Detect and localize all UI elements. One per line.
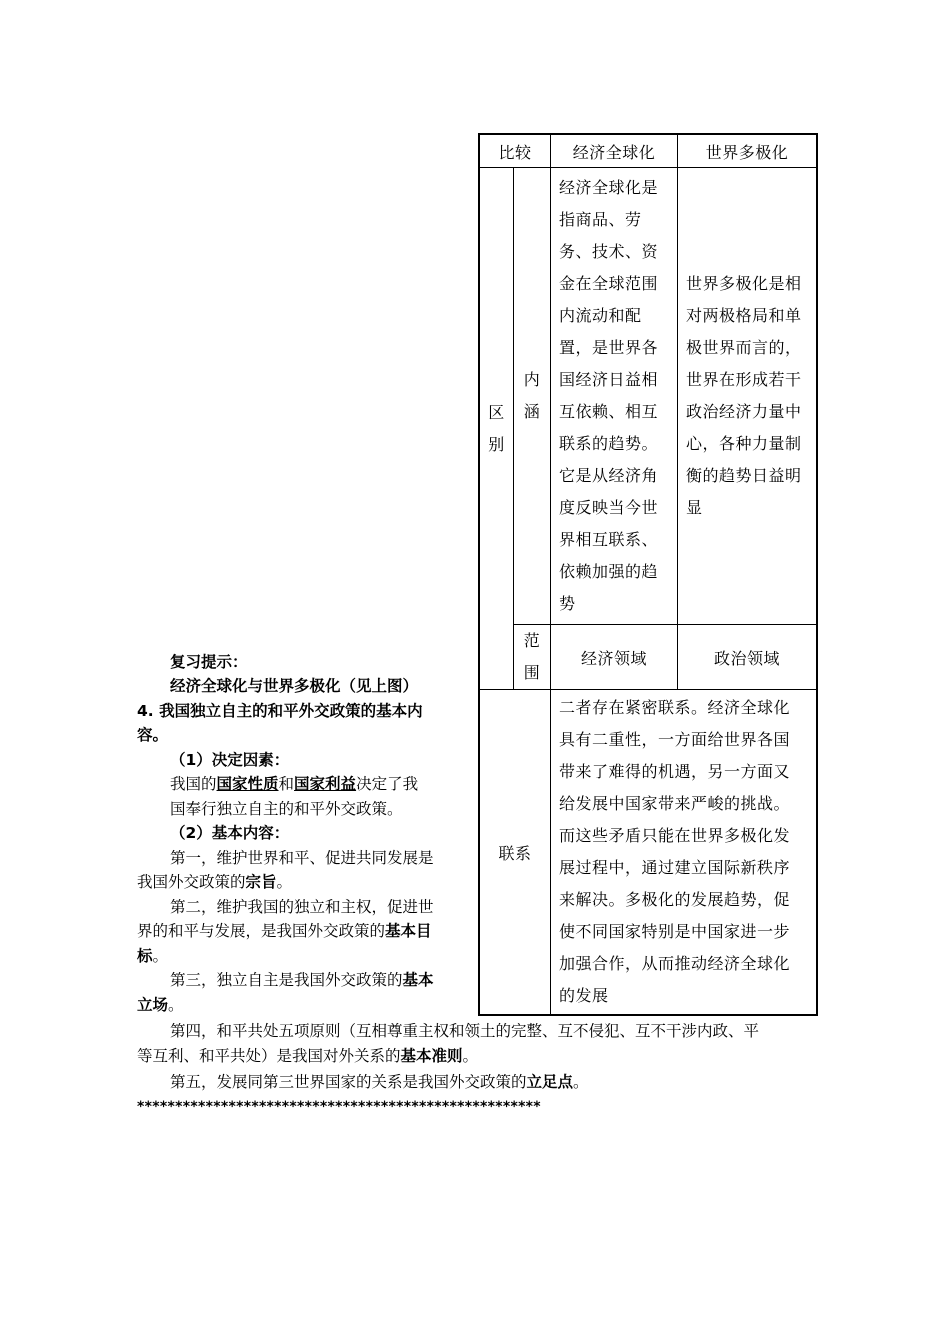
factor-text-a: 我国的: [170, 775, 217, 793]
econ-connotation-line: 依赖加强的趋: [559, 562, 659, 581]
point3-line1: [170, 968, 434, 993]
cell-econ-scope: 经济领域: [551, 625, 678, 690]
factor-text-e: 决定了我: [356, 775, 419, 793]
point2-key-goal-end: 标: [137, 947, 153, 965]
relation-line: 展过程中，通过建立国际新秩序: [559, 858, 791, 877]
table-row-scope: [479, 625, 817, 690]
cell-multi-connotation: [678, 168, 818, 625]
factor-line1: [170, 772, 418, 797]
econ-connotation-line: 互依赖、相互: [559, 402, 659, 421]
label-difference-char-1: 区: [488, 402, 505, 422]
multi-connotation-line: 显: [686, 498, 703, 517]
point5-text: 第五，发展同第三世界国家的关系是我国外交政策的: [170, 1073, 527, 1091]
point1-key-purpose: 宗旨: [245, 873, 277, 891]
multi-connotation-line: 政治经济力量中: [686, 402, 802, 421]
point3-text: 第三，独立自主是我国外交政策的: [170, 971, 403, 989]
label-difference-char-2: 别: [488, 434, 505, 454]
point3-line2: [137, 993, 184, 1018]
point4-line1: 第四，和平共处五项原则（互相尊重主权和领土的完整、互不侵犯、互不干涉内政、平: [170, 1022, 760, 1040]
multi-connotation-line: 对两极格局和单: [686, 306, 802, 325]
point3-end: 。: [168, 996, 184, 1014]
label-scope: [514, 625, 551, 690]
multi-connotation-line: 心，各种力量制: [686, 434, 802, 453]
table-row-relation: [479, 690, 817, 1016]
relation-line: 的发展: [559, 986, 609, 1005]
econ-connotation-line: 内流动和配: [559, 306, 642, 325]
econ-connotation-line: 它是从经济角: [559, 466, 659, 485]
label-connotation-char-1: 内: [523, 370, 541, 389]
label-connotation: [514, 168, 551, 625]
point2-line3: [137, 944, 168, 969]
econ-connotation-line: 务、技术、资: [559, 242, 659, 261]
multi-connotation-line: 世界多极化是相: [686, 274, 802, 293]
point4-text: 等互利、和平共处）是我国对外关系的: [137, 1047, 401, 1065]
point1-line2: [137, 870, 292, 895]
point2-line1: 第二，维护我国的独立和主权，促进世: [170, 898, 434, 916]
multi-connotation-line: 衡的趋势日益明: [686, 466, 802, 485]
point5-line: [170, 1070, 589, 1095]
econ-connotation-line: 指商品、劳: [559, 210, 642, 229]
point1-line1: 第一，维护世界和平、促进共同发展是: [170, 849, 434, 867]
table-row-neihan: [479, 168, 817, 625]
table-header-row: [479, 134, 817, 168]
cell-econ-connotation: [551, 168, 678, 625]
factor-national-interest: 国家利益: [294, 775, 357, 793]
econ-connotation-text: [551, 168, 677, 624]
econ-connotation-line: 势: [559, 594, 576, 613]
point4-line2: [137, 1044, 478, 1069]
point4-end: 。: [462, 1047, 479, 1065]
econ-connotation-line: 金在全球范围: [559, 274, 659, 293]
multi-connotation-text: [678, 264, 816, 528]
content-heading: （2）基本内容：: [170, 824, 290, 842]
multi-connotation-line: 世界在形成若干: [686, 370, 802, 389]
review-tip: 复习提示：: [170, 653, 248, 671]
point3-key-stance: 基本: [402, 971, 434, 989]
separator-stars: *****************************************************: [137, 1099, 541, 1115]
relation-line: 使不同国家特别是中国家进一步: [559, 922, 791, 941]
point3-key-stance-end: 立场: [137, 996, 169, 1014]
econ-connotation-line: 国经济日益相: [559, 370, 659, 389]
point2-text: 界的和平与发展，是我国外交政策的: [137, 922, 386, 940]
factor-national-nature: 国家性质: [216, 775, 279, 793]
relation-line: 而这些矛盾只能在世界多极化发: [559, 826, 791, 845]
econ-connotation-line: 界相互联系、: [559, 530, 659, 549]
relation-line: 给发展中国家带来严峻的挑战。: [559, 794, 791, 813]
relation-line: 具有二重性，一方面给世界各国: [559, 730, 791, 749]
econ-connotation-line: 度反映当今世: [559, 498, 659, 517]
multi-connotation-line: 极世界而言的，: [686, 338, 802, 357]
cell-relation: [551, 690, 818, 1016]
label-scope-char-1: 范: [523, 631, 541, 650]
point4-key-principle: 基本准则: [400, 1047, 463, 1065]
review-title: 经济全球化与世界多极化（见上图）: [170, 677, 419, 695]
label-difference: [479, 168, 514, 690]
header-compare: 比较: [479, 134, 551, 168]
label-scope-char-2: 围: [523, 663, 541, 682]
factor-line2: 国奉行独立自主的和平外交政策。: [170, 800, 403, 818]
econ-connotation-line: 联系的趋势。: [559, 434, 659, 453]
comparison-table: [478, 133, 818, 1016]
point2-key-goal: 基本目: [385, 922, 432, 940]
cell-multi-scope: 政治领域: [678, 625, 818, 690]
point2-end: 。: [152, 947, 169, 965]
point5-key-foothold: 立足点: [526, 1073, 574, 1091]
point1-end: 。: [276, 873, 293, 891]
econ-connotation-line: 置，是世界各: [559, 338, 659, 357]
relation-line: 带来了难得的机遇，另一方面又: [559, 762, 791, 781]
relation-line: 来解决。多极化的发展趋势，促: [559, 890, 791, 909]
label-connotation-char-2: 涵: [523, 402, 541, 421]
label-relation: 联系: [479, 690, 551, 1016]
factor-heading: （1）决定因素：: [170, 751, 290, 769]
point1-text: 我国外交政策的: [137, 873, 246, 891]
point2-line2: [137, 919, 432, 944]
relation-line: 加强合作，从而推动经济全球化: [559, 954, 791, 973]
item4-line2: 容。: [137, 726, 169, 744]
item4-line1: 4. 我国独立自主的和平外交政策的基本内: [137, 702, 423, 720]
econ-connotation-line: 经济全球化是: [559, 178, 659, 197]
relation-text: [551, 690, 816, 1014]
factor-text-c: 和: [278, 775, 295, 793]
relation-line: 二者存在紧密联系。经济全球化: [559, 698, 791, 717]
header-economic-globalization: 经济全球化: [551, 134, 678, 168]
point5-end: 。: [573, 1073, 589, 1091]
header-world-multipolarization: 世界多极化: [678, 134, 818, 168]
